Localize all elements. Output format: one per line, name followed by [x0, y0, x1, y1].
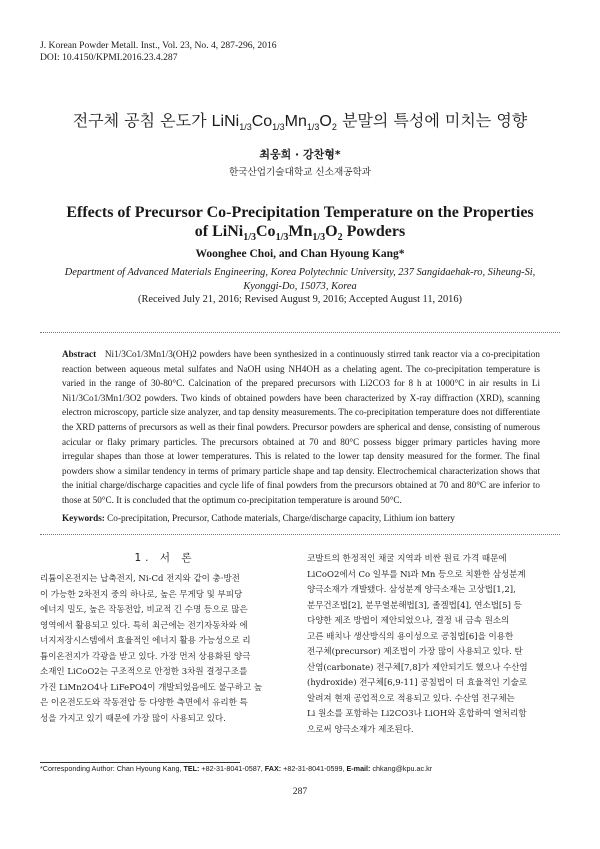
journal-citation: J. Korean Powder Metall. Inst., Vol. 23, No. 4, 287-296, 2016 [40, 40, 277, 51]
received-dates: (Received July 21, 2016; Revised August 9, 2016; Accepted August 11, 2016) [138, 294, 462, 305]
journal-doi: DOI: 10.4150/KPMI.2016.23.4.287 [40, 52, 178, 63]
body-line: 리튬이온전지는 납축전지, Ni-Cd 전지와 같이 충·방전 [40, 574, 240, 584]
english-authors: Woonghee Choi, and Chan Hyoung Kang* [195, 248, 405, 260]
body-line: 소재인 LiCoO2는 구조적으로 안정한 3차원 결정구조를 [40, 667, 248, 677]
journal-header [40, 40, 277, 64]
abstract [62, 347, 540, 508]
keywords [62, 512, 540, 525]
body-line: 성을 가지고 있기 때문에 가장 많이 사용되고 있다. [40, 713, 226, 724]
page-number: 287 [292, 786, 308, 797]
korean-authors: 최웅희 · 강찬형* [259, 148, 341, 161]
body-line: 코발트의 한정적인 채굴 지역과 비싼 원료 가격 때문에 [307, 554, 507, 564]
korean-title [0, 108, 600, 132]
body-line: 양극소재가 개발됐다. 삼성분계 양극소재는 고상법[1,2], [307, 585, 516, 595]
body-line: 분무건조법[2], 분무열분해법[3], 졸겔법[4], 연소법[5] 등 [307, 600, 522, 611]
body-line: 은 이온전도도와 작동전압 등 다양한 측면에서 유리한 특 [40, 698, 248, 708]
right-column-body [307, 552, 560, 738]
body-line: 다양한 제조 방법이 제안되었으나, 결정 내 금속 원소의 [307, 616, 510, 626]
footnote-rule [40, 762, 240, 763]
body-line: LiCoO2에서 Co 일부를 Ni과 Mn 등으로 치환한 삼성분계 [307, 569, 526, 580]
body-line: 고른 배치나 생산방식의 용이성으로 공침법[6]을 이용한 [307, 631, 514, 642]
body-line: (hydroxide) 전구체[6,9-11] 공침법이 더 효율적인 기술로 [307, 678, 528, 688]
english-affiliation: Department of Advanced Materials Engineering, Korea Polytechnic University, 237 Sangidaehak-ro, Siheung-Si, Kyonggi-Do, 15073, Korea [64, 267, 536, 292]
body-line: 으로써 양극소재가 제조된다. [307, 724, 414, 735]
section-heading-introduction: 1. 서 론 [134, 552, 196, 564]
keywords-text: Co-precipitation, Precursor, Cathode materials, Charge/discharge capacity, Lithium ion battery [107, 513, 455, 523]
body-line: Li 원소를 포함하는 Li2CO3나 LiOH와 혼합하여 열처리함 [307, 709, 527, 719]
abstract-label: Abstract [62, 349, 97, 359]
keywords-label: Keywords: [62, 513, 105, 523]
body-line: 영역에서 활용되고 있다. 특히 최근에는 전기자동차와 에 [40, 620, 248, 631]
abstract-precursor-formula: Ni1/3Co1/3Mn1/3(OH)2 [104, 349, 197, 359]
body-line: 가진 LiMn2O4나 LiFePO4이 개발되었음에도 불구하고 높 [40, 682, 263, 693]
left-column-body [40, 572, 292, 727]
abstract-bottom-divider [40, 534, 560, 535]
english-title [0, 203, 600, 247]
body-line: 알려져 현재 공업적으로 적용되고 있다. 수산염 전구체는 [307, 693, 515, 704]
body-line: 에너지 밀도, 높은 작동전압, 비교적 긴 수명 등으로 많은 [40, 605, 248, 615]
abstract-text: powders have been synthesized in a continuously stirred tank reactor via a co-precipitation reaction between aqueous metal sulfates and NaOH using NH4OH as a chelating agent. The co-precipitation temperature is varied in the range of 30-80°C. Calcination of the prepared precursors with Li2CO3 for 8 h at 1000°C in air results in Li Ni1/3Co1/3Mn1/3O2 powders. Two kinds of obtained powders have been characterized by X-ray diffraction (XRD), scanning electron microscopy, particle size analyzer, and tap density measurements. The co-precipitation temperature does not differentiate the XRD patterns of precursors as well as their final powders. Precursor powders are spherical and dense, consisting of numerous acicular or flaky primary particles. The precursors obtained at 70 and 80°C possess bigger primary particles having more irregular shapes than those at lower temperatures. This is related to the lower tap density measured for the former. The final powders show a similar tendency in terms of primary particle shape and tap density. Electrochemical characterization shows that the initial charge/discharge capacities and cycle life of final powders from the precursors obtained at 70 and 80°C are inferior to those at 50°C. It is concluded that the optimum co-precipitation temperature is around 50°C. [62, 349, 541, 505]
abstract-top-divider [40, 332, 560, 333]
english-title-line2: of $LiNi_{1/3}Co_{1/3}Mn_{1/3}O_2$ Powders [194, 223, 406, 244]
korean-title-text: 전구체 공침 온도가 [72, 111, 212, 130]
english-title-line1: Effects of Precursor Co-Precipitation Temperature on the Properties [66, 204, 534, 221]
body-line: 너지저장시스템에서 효율적인 에너지 활용 가능성으로 리 [40, 636, 251, 646]
korean-title-formula: $LiNi_{1/3}Co_{1/3}Mn_{1/3}O_2$ [211, 113, 337, 133]
korean-affiliation: 한국산업기술대학교 신소재공학과 [228, 167, 372, 178]
body-line: 이 가능한 2차전지 중의 하나로, 높은 무게당 및 부피당 [40, 589, 243, 600]
corresponding-author-footnote: *Corresponding Author: Chan Hyoung Kang, TEL: +82-31-8041-0587, FAX: +82-31-8041-0599, E-mail: chkang@kpu.ac.kr [40, 764, 433, 773]
body-line: 산염(carbonate) 전구체[7,8]가 제안되기도 했으나 수산염 [307, 662, 528, 673]
korean-title-suffix: 분말의 특성에 미치는 영향 [336, 111, 528, 130]
body-line: 튬이온전지가 각광을 받고 있다. 가장 먼저 상용화된 양극 [40, 651, 251, 662]
body-line: 전구체(precursor) 제조법이 가장 많이 사용되고 있다. 탄 [307, 647, 523, 657]
